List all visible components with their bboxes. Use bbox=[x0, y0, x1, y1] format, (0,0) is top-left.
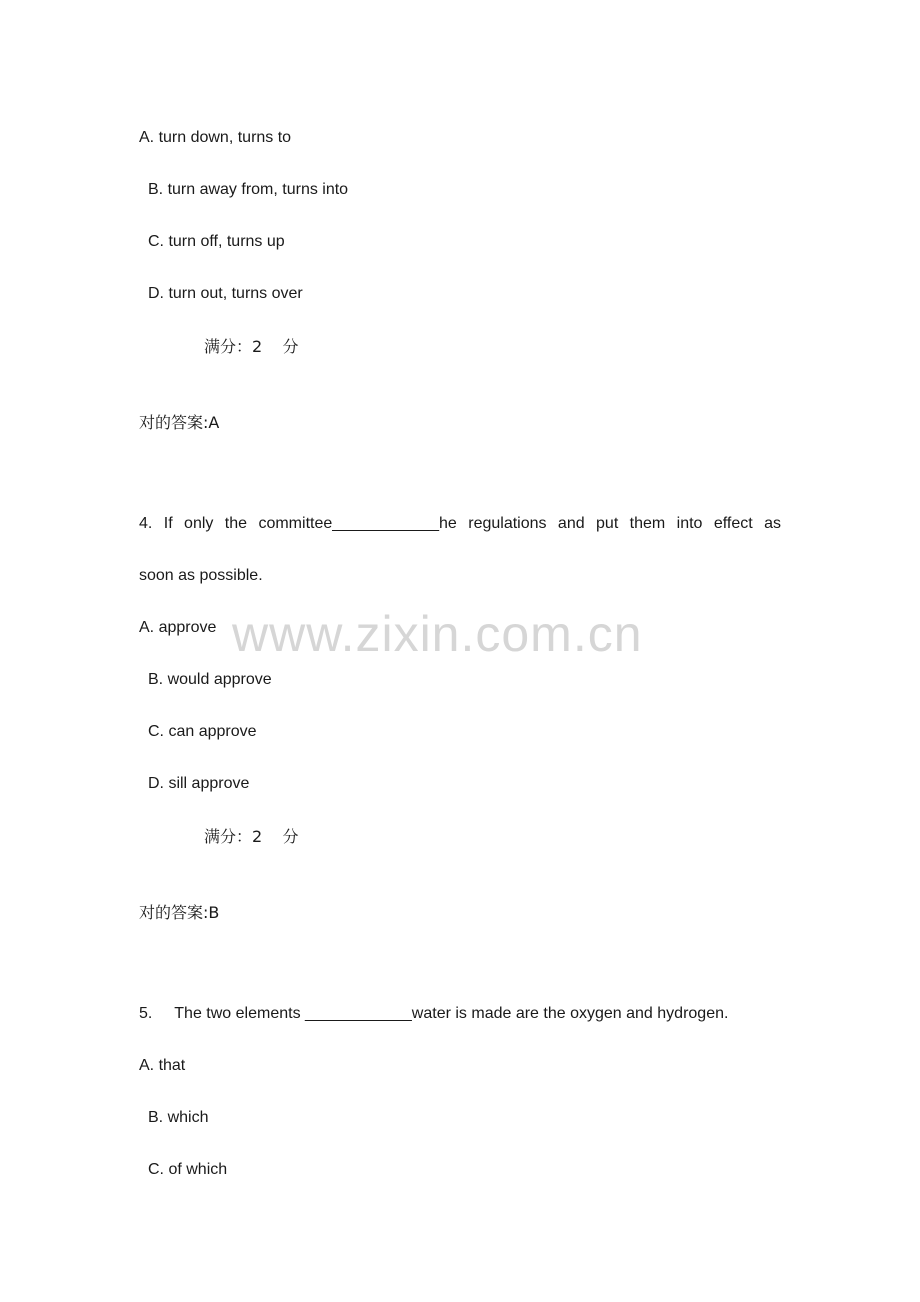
q3-option-a: A. turn down, turns to bbox=[139, 129, 292, 146]
q4-option-d: D. sill approve bbox=[148, 775, 250, 792]
q3-score: 满分：2 分 bbox=[204, 337, 299, 356]
q4-question-cont: soon as possible. bbox=[139, 567, 263, 584]
q3-answer: 对的答案:A bbox=[139, 413, 220, 432]
q4-score: 满分：2 分 bbox=[204, 827, 299, 846]
q5-option-c: C. of which bbox=[148, 1161, 228, 1178]
q4-option-a: A. approve bbox=[139, 619, 217, 636]
q5-option-a: A. that bbox=[139, 1057, 186, 1074]
q4-option-c: C. can approve bbox=[148, 723, 257, 740]
q3-option-b: B. turn away from, turns into bbox=[148, 181, 349, 198]
q5-question: 5. The two elements ____________water is made are the oxygen and hydrogen. bbox=[139, 1005, 729, 1022]
watermark-text: www.zixin.com.cn bbox=[232, 606, 643, 662]
q5-option-b: B. which bbox=[148, 1109, 209, 1126]
q3-option-d: D. turn out, turns over bbox=[148, 285, 303, 302]
q4-answer: 对的答案:B bbox=[139, 903, 220, 922]
q3-option-c: C. turn off, turns up bbox=[148, 233, 285, 250]
q4-option-b: B. would approve bbox=[148, 671, 272, 688]
q4-question: 4. If only the committee____________he regulations and put them into effect as bbox=[139, 515, 781, 532]
